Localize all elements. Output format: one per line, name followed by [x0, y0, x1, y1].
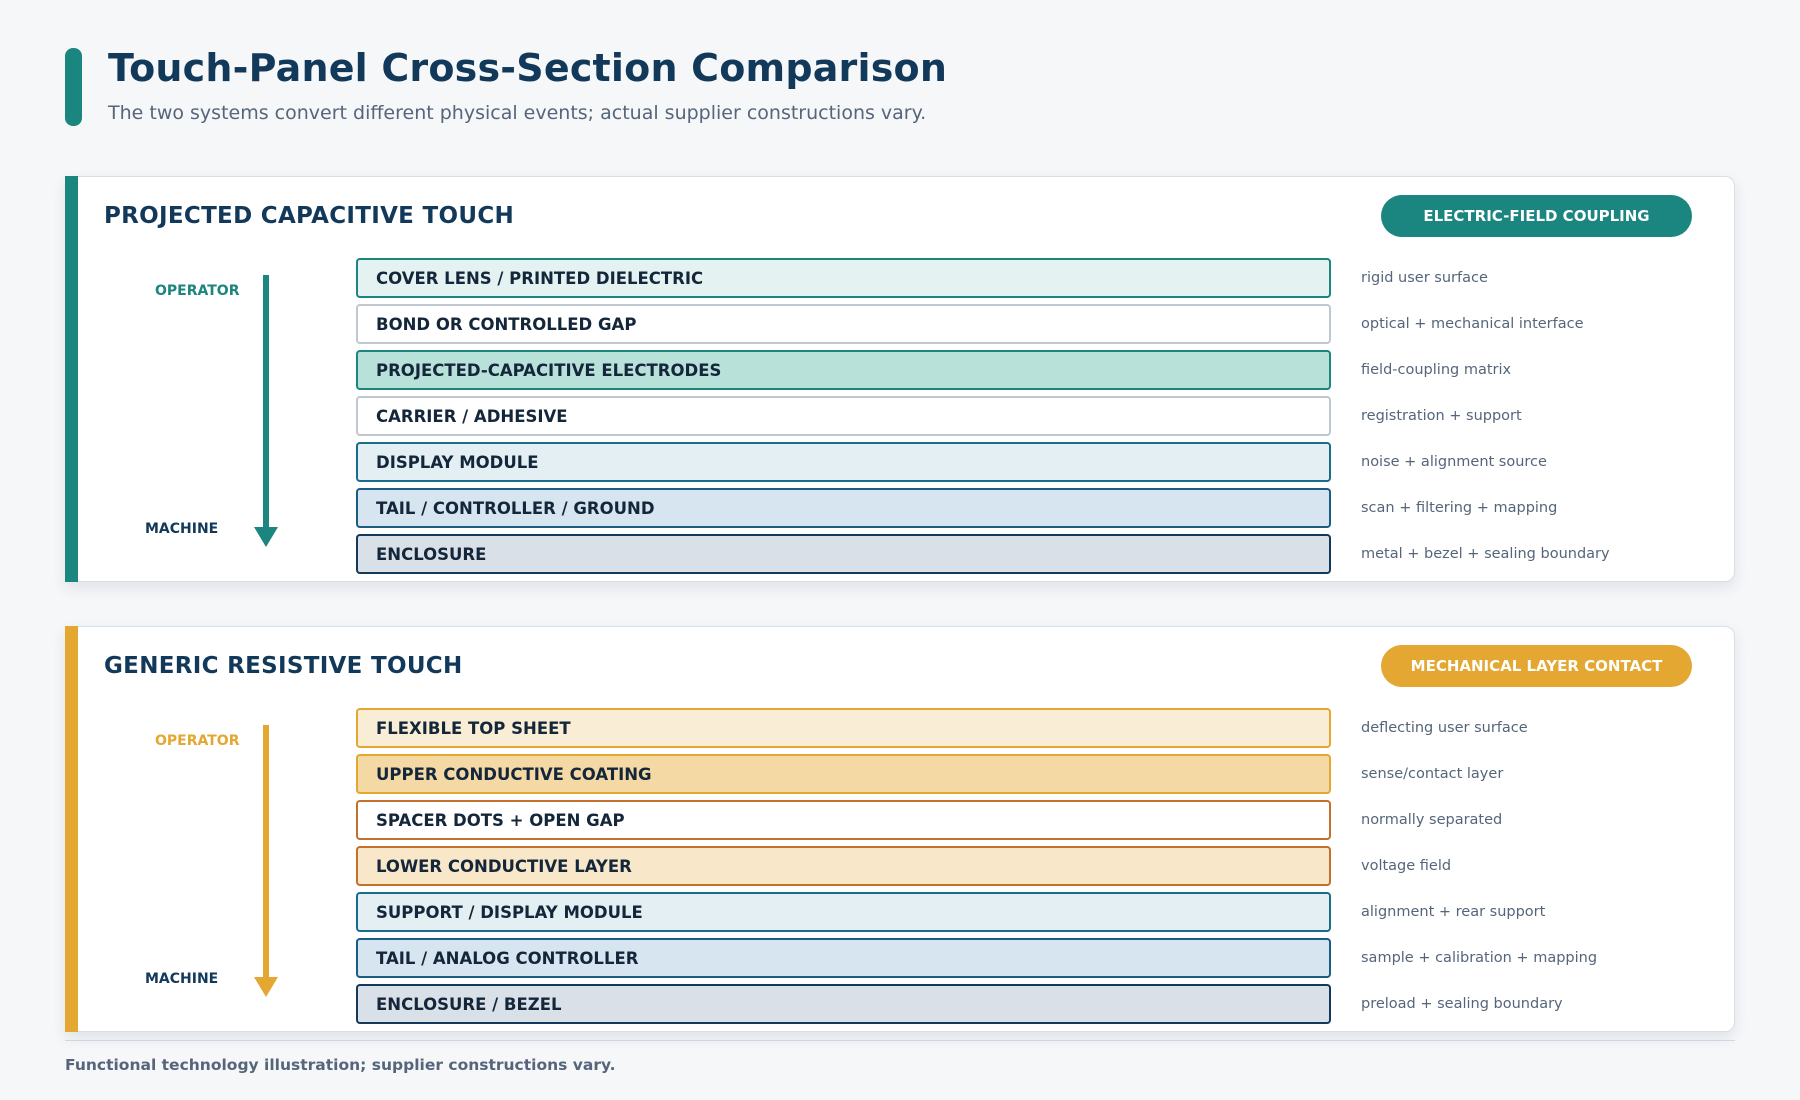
cross-section-panel	[65, 176, 1735, 582]
cross-section-panel	[65, 626, 1735, 1032]
layer-note: scan + filtering + mapping	[1361, 500, 1558, 516]
mechanism-badge: ELECTRIC-FIELD COUPLING	[1381, 195, 1692, 237]
layer-box: TAIL / ANALOG CONTROLLER	[356, 938, 1331, 978]
layer-note: normally separated	[1361, 812, 1503, 828]
layer-box: BOND OR CONTROLLED GAP	[356, 304, 1331, 344]
layer-box: LOWER CONDUCTIVE LAYER	[356, 846, 1331, 886]
operator-label: OPERATOR	[155, 283, 240, 299]
operator-label: OPERATOR	[155, 733, 240, 749]
layer-note: sample + calibration + mapping	[1361, 950, 1598, 966]
title-accent-bar	[65, 48, 82, 126]
footer-note: Functional technology illustration; supplier constructions vary.	[65, 1056, 616, 1074]
down-arrow-icon	[254, 725, 278, 997]
machine-label: MACHINE	[145, 971, 219, 987]
layer-note: rigid user surface	[1361, 270, 1488, 286]
layer-box: CARRIER / ADHESIVE	[356, 396, 1331, 436]
down-arrow-icon	[254, 275, 278, 547]
layer-box: COVER LENS / PRINTED DIELECTRIC	[356, 258, 1331, 298]
layer-box: DISPLAY MODULE	[356, 442, 1331, 482]
panel-accent-bar	[65, 626, 78, 1032]
layer-note: noise + alignment source	[1361, 454, 1547, 470]
panel-title: GENERIC RESISTIVE TOUCH	[104, 653, 463, 679]
layer-note: preload + sealing boundary	[1361, 996, 1563, 1012]
machine-label: MACHINE	[145, 521, 219, 537]
page-subtitle: The two systems convert different physical events; actual supplier constructions vary.	[108, 102, 927, 124]
panel-title: PROJECTED CAPACITIVE TOUCH	[104, 203, 515, 229]
layer-note: voltage field	[1361, 858, 1452, 874]
page-title: Touch-Panel Cross-Section Comparison	[108, 46, 948, 90]
layer-note: optical + mechanical interface	[1361, 316, 1584, 332]
layer-note: sense/contact layer	[1361, 766, 1504, 782]
layer-box: UPPER CONDUCTIVE COATING	[356, 754, 1331, 794]
layer-note: alignment + rear support	[1361, 904, 1546, 920]
layer-box: PROJECTED-CAPACITIVE ELECTRODES	[356, 350, 1331, 390]
layer-box: ENCLOSURE	[356, 534, 1331, 574]
mechanism-badge: MECHANICAL LAYER CONTACT	[1381, 645, 1692, 687]
layer-box: ENCLOSURE / BEZEL	[356, 984, 1331, 1024]
layer-note: field-coupling matrix	[1361, 362, 1512, 378]
layer-box: TAIL / CONTROLLER / GROUND	[356, 488, 1331, 528]
layer-note: deflecting user surface	[1361, 720, 1528, 736]
panel-accent-bar	[65, 176, 78, 582]
layer-box: SPACER DOTS + OPEN GAP	[356, 800, 1331, 840]
layer-note: metal + bezel + sealing boundary	[1361, 546, 1610, 562]
footer-divider	[65, 1040, 1735, 1041]
layer-box: FLEXIBLE TOP SHEET	[356, 708, 1331, 748]
layer-box: SUPPORT / DISPLAY MODULE	[356, 892, 1331, 932]
layer-note: registration + support	[1361, 408, 1522, 424]
